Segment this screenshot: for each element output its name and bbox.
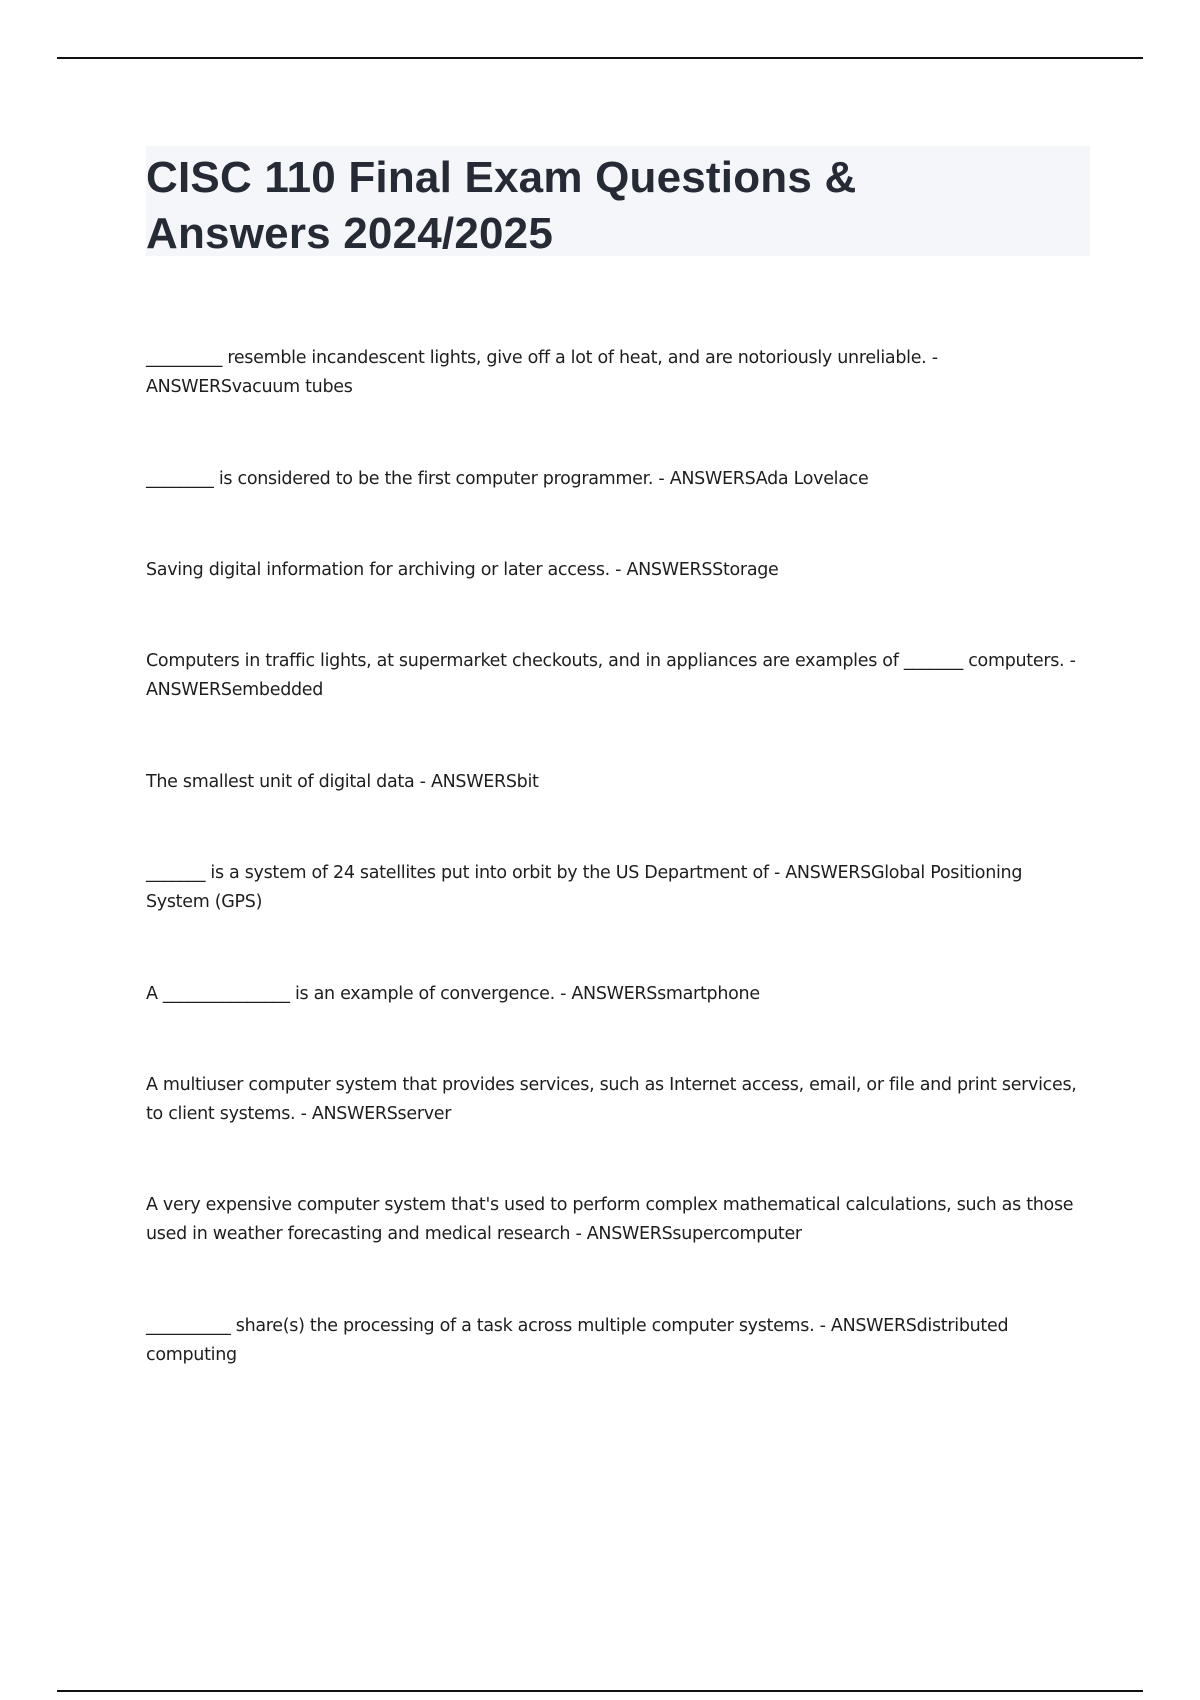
title-line-1: CISC 110 Final Exam Questions & <box>146 153 857 202</box>
document-title <box>146 150 1090 262</box>
qa-item: Saving digital information for archiving or later access. - ANSWERSStorage <box>146 560 779 580</box>
top-rule <box>57 57 1143 59</box>
qa-item: _______ is a system of 24 satellites put into orbit by the US Department of - ANSWERSGlobal Positioning System (GPS) <box>146 863 1023 912</box>
qa-item: The smallest unit of digital data - ANSWERSbit <box>146 772 539 792</box>
qa-item: A multiuser computer system that provides services, such as Internet access, email, or file and print services, to client systems. - ANSWERSserver <box>146 1075 1077 1124</box>
qa-item: A _______________ is an example of convergence. - ANSWERSsmartphone <box>146 984 760 1004</box>
title-line-2: Answers 2024/2025 <box>146 209 554 258</box>
qa-item: Computers in traffic lights, at supermarket checkouts, and in appliances are examples of _______ computers. - ANSWERSembedded <box>146 651 1076 700</box>
title-block <box>146 146 1090 256</box>
bottom-rule <box>57 1690 1143 1692</box>
qa-item: __________ share(s) the processing of a task across multiple computer systems. - ANSWERSdistributed computing <box>146 1316 1009 1365</box>
qa-item: ________ is considered to be the first computer programmer. - ANSWERSAda Lovelace <box>146 469 869 489</box>
qa-item: A very expensive computer system that's used to perform complex mathematical calculations, such as those used in weather forecasting and medical research - ANSWERSsupercomputer <box>146 1195 1074 1244</box>
qa-item: _________ resemble incandescent lights, give off a lot of heat, and are notoriously unreliable. - ANSWERSvacuum tubes <box>146 348 938 397</box>
